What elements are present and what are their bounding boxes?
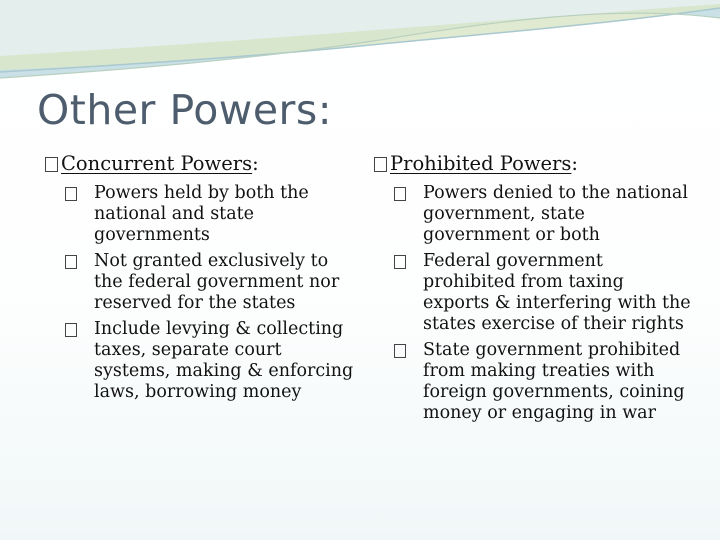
heading-colon: : [571,152,578,175]
square-bullet-icon [394,255,406,269]
concurrent-powers-heading-text: Concurrent Powers [61,152,253,175]
concurrent-powers-heading [45,151,355,177]
prohibited-powers-heading [374,151,694,177]
square-bullet-icon [374,157,387,172]
square-bullet-icon [394,187,406,201]
square-bullet-icon [65,255,77,269]
square-bullet-icon [45,157,58,172]
list-item [394,183,694,246]
list-item [394,251,694,335]
list-item [65,319,355,403]
list-item-text: Powers denied to the national government, state government or both [423,183,688,245]
list-item-text: Include levying & collecting taxes, separate court systems, making & enforcing laws, borrowing money [94,319,354,402]
prohibited-powers-column [374,151,694,429]
decorative-wave-banner [0,0,720,90]
concurrent-powers-column [45,151,355,408]
list-item-text: State government prohibited from making treaties with foreign governments, coining money or engaging in war [423,340,685,423]
square-bullet-icon [65,323,77,337]
heading-colon: : [252,152,259,175]
concurrent-powers-list [65,183,355,403]
list-item-text: Federal government prohibited from taxing exports & interfering with the states exercise of their rights [423,251,691,334]
list-item-text: Powers held by both the national and state governments [94,183,309,245]
page-title: Other Powers: [37,86,333,134]
list-item [65,251,355,314]
list-item-text: Not granted exclusively to the federal government nor reserved for the states [94,251,340,313]
list-item [65,183,355,246]
prohibited-powers-heading-text: Prohibited Powers [390,152,572,175]
square-bullet-icon [65,187,77,201]
list-item [394,340,694,424]
square-bullet-icon [394,344,406,358]
prohibited-powers-list [394,183,694,424]
